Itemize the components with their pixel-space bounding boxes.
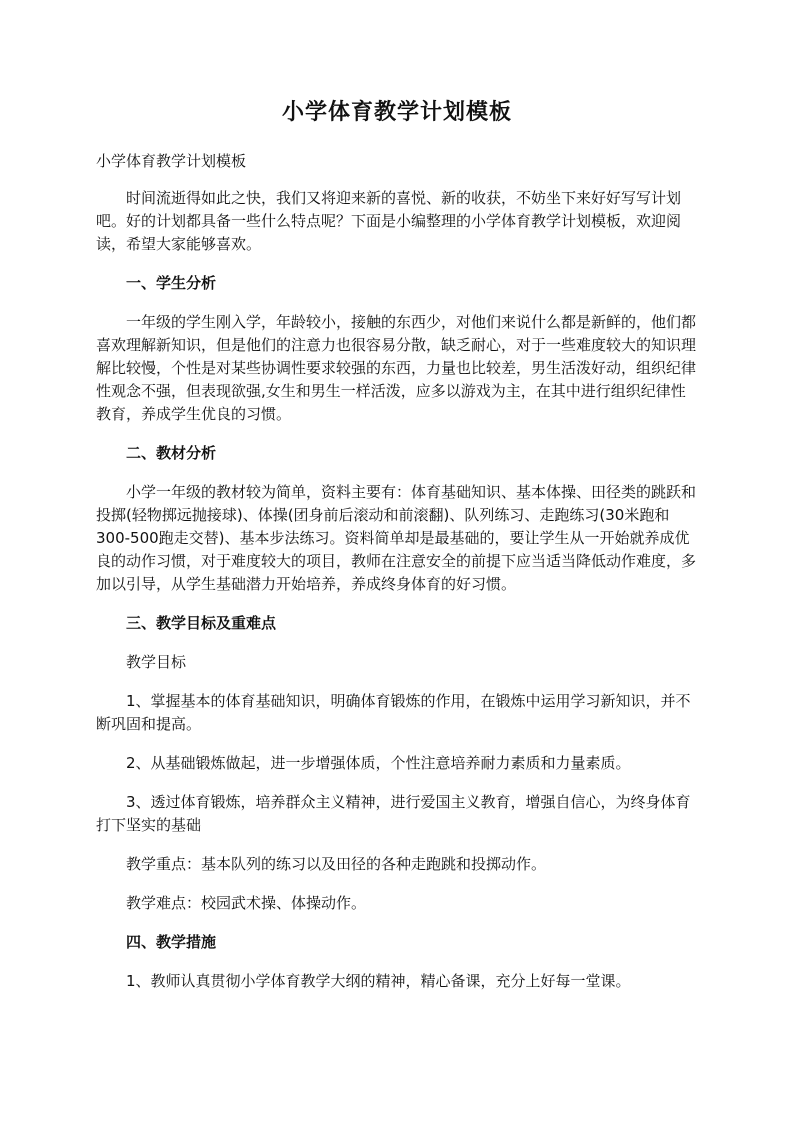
goal-item: 1、掌握基本的体育基础知识，明确体育锻炼的作用，在锻炼中运用学习新知识，并不断巩固和提高。 xyxy=(96,692,691,733)
goals-label: 教学目标 xyxy=(126,653,187,671)
difficulties-paragraph: 教学难点：校园武术操、体操动作。 xyxy=(126,894,367,912)
key-points-paragraph: 教学重点：基本队列的练习以及田径的各种走跑跳和投掷动作。 xyxy=(126,855,547,873)
measure-item: 1、教师认真贯彻小学体育教学大纲的精神，精心备课，充分上好每一堂课。 xyxy=(126,972,631,990)
document-subtitle: 小学体育教学计划模板 xyxy=(96,152,247,170)
goal-item: 3、透过体育锻炼，培养群众主义精神，进行爱国主义教育，增强自信心，为终身体育打下坚实的基础 xyxy=(96,793,691,834)
section-heading-material-analysis: 二、教材分析 xyxy=(126,444,217,462)
section-heading-student-analysis: 一、学生分析 xyxy=(126,274,217,292)
student-analysis-paragraph: 一年级的学生刚入学，年龄较小，接触的东西少，对他们来说什么都是新鲜的，他们都喜欢理解新知识，但是他们的注意力也很容易分散，缺乏耐心，对于一些难度较大的知识理解比较慢，个性是对某些协调性要求较强的东西，力量也比较差，男生活泼好动，组织纪律性观念不强，但表现欲强,女生和男生一样活泼，应多以游戏为主，在其中进行组织纪律性教育，养成学生优良的习惯。 xyxy=(96,313,697,423)
intro-paragraph: 时间流逝得如此之快，我们又将迎来新的喜悦、新的收获，不妨坐下来好好写写计划吧。好的计划都具备一些什么特点呢？下面是小编整理的小学体育教学计划模板，欢迎阅读，希望大家能够喜欢。 xyxy=(96,189,682,253)
goal-item: 2、从基础锻炼做起，进一步增强体质，个性注意培养耐力素质和力量素质。 xyxy=(126,754,631,772)
document-title: 小学体育教学计划模板 xyxy=(281,99,512,125)
section-heading-goals: 三、教学目标及重难点 xyxy=(126,614,277,632)
section-heading-measures: 四、教学措施 xyxy=(126,933,217,951)
material-analysis-paragraph: 小学一年级的教材较为简单，资料主要有：体育基础知识、基本体操、田径类的跳跃和投掷(轻物掷远抛接球)、体操(团身前后滚动和前滚翻)、队列练习、走跑练习(30米跑和300-500跑走交替)、基本步法练习。资料简单却是最基础的，要让学生从一开始就养成优良的动作习惯，对于难度较大的项目，教师在注意安全的前提下应当适当降低动作难度，多加以引导，从学生基础潜力开始培养，养成终身体育的好习惯。 xyxy=(96,483,697,593)
